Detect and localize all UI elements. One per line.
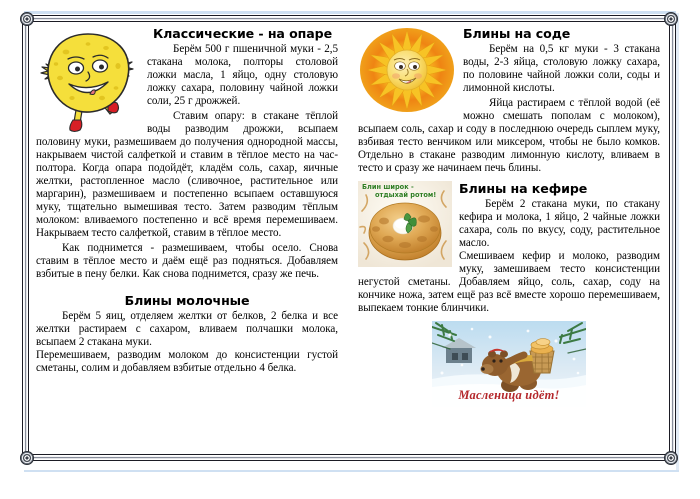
frame-top-rule bbox=[26, 15, 672, 22]
page-top-edge bbox=[24, 11, 676, 14]
recipe-paragraph: Ставим опару: в стакане тёплой воды разводим дрожжи, всыпаем половину муки, размешиваем до получения однородной массы, накрываем чистой салфеткой и ставим в тёплое место на час-полтора. Когда опара подойдёт, кладём соль, сахар, яичные желтки, растопленное масло (сливочное, растительное или маргарин), размешиваем и постепенно всыпаем оставшуюся муку, тщательно вымешивая тесто. Затем разводим тёплым молоком: вливаемого постепенно и всё время перемешиваем. Накрываем тесто салфеткой, ставим в тёплое место. bbox=[36, 110, 338, 239]
pancake-photo-image bbox=[358, 181, 452, 267]
smiling-sun-image bbox=[358, 26, 456, 114]
recipe-paragraph: Смешиваем кефир и молоко, разводим муку, замешиваем тесто консистенции негустой сметаны. Добавляем яйцо, соль, сахар, соду на кончике ножа, затем ещё раз всё вместе хорошо перемешиваем, выпекаем тонкие блинчики. bbox=[358, 250, 660, 314]
recipe-title-bliny-molochnye: Блины молочные bbox=[124, 293, 250, 308]
pancake-photo-caption-line1: Блин широк - bbox=[362, 183, 414, 191]
frame-bottom-rule bbox=[26, 454, 672, 461]
recipe-paragraph: Как поднимется - размешиваем, чтобы осело. Снова ставим в тёплое место и даём ещё раз подняться. Добавляем взбитые в пену белки. Как снова поднимется, сразу же печь. bbox=[36, 242, 338, 280]
page-right-edge bbox=[676, 13, 679, 471]
pancake-photo-caption bbox=[362, 183, 448, 200]
maslenitsa-bear-postcard-image bbox=[432, 321, 586, 407]
recipe-klassicheskie-na-opare bbox=[36, 26, 338, 281]
page-bottom-edge bbox=[24, 470, 679, 472]
left-column bbox=[36, 26, 338, 375]
recipe-spacer bbox=[36, 281, 338, 293]
recipe-paragraph: Берём 2 стакана муки, по стакану кефира и молока, 1 яйцо, 2 чайные ложки сахара, соль по вкусу, соду, растительное масло. bbox=[459, 198, 660, 249]
smiling-pancake-character-image bbox=[36, 26, 140, 134]
recipe-title-klassicheskie: Классические - на опаре bbox=[152, 26, 333, 41]
page-content bbox=[36, 26, 664, 454]
recipe-paragraph: Берём 5 яиц, отделяем желтки от белков, 2 белка и все желтки растираем с сахаром, вливаем полчашки молока, всыпаем 2 стакана муки. bbox=[36, 310, 338, 348]
recipe-bliny-na-kefire bbox=[358, 181, 660, 315]
recipe-paragraph: Берём 500 г пшеничной муки - 2,5 стакана молока, полторы столовой ложки масла, 1 яйцо, одну столовую ложку сахара, половину чайной ложки соли, 25 г дрожжей. bbox=[147, 43, 338, 107]
recipe-paragraph: Перемешиваем, разводим молоком до консистенции густой сметаны, солим и добавляем взбитые отдельно 4 белка. bbox=[36, 349, 338, 374]
frame-left-rule bbox=[22, 19, 29, 456]
recipe-bliny-molochnye bbox=[36, 293, 338, 375]
frame-right-rule bbox=[669, 19, 676, 456]
pancake-photo-caption-line2: отдыхай ротом! bbox=[375, 191, 437, 200]
maslenitsa-caption: Масленица идёт! bbox=[458, 388, 560, 402]
recipe-paragraph: Яйца растираем с тёплой водой (её можно смешать пополам с молоком), всыпаем соль, сахар и соду в последнюю очередь сыплем муку, взбивая тесто венчиком или миксером, чтобы не было комков. Отдельно в стакане разводим лимонную кислоту, вливаем в тесто и сразу же начинаем печь блины. bbox=[358, 97, 660, 174]
recipe-title-bliny-na-kefire: Блины на кефире bbox=[459, 181, 588, 196]
frame-corner-boss-bottom-left bbox=[20, 451, 34, 465]
frame-corner-boss-top-left bbox=[20, 12, 34, 26]
recipe-title-bliny-na-sode: Блины на соде bbox=[463, 26, 571, 41]
recipe-paragraph: Берём на 0,5 кг муки - 3 стакана воды, 2-3 яйца, столовую ложку сахара, по половине чайной ложки соли, соды и лимонной кислоты. bbox=[463, 43, 660, 94]
recipe-bliny-na-sode bbox=[358, 26, 660, 175]
right-column bbox=[358, 26, 660, 407]
